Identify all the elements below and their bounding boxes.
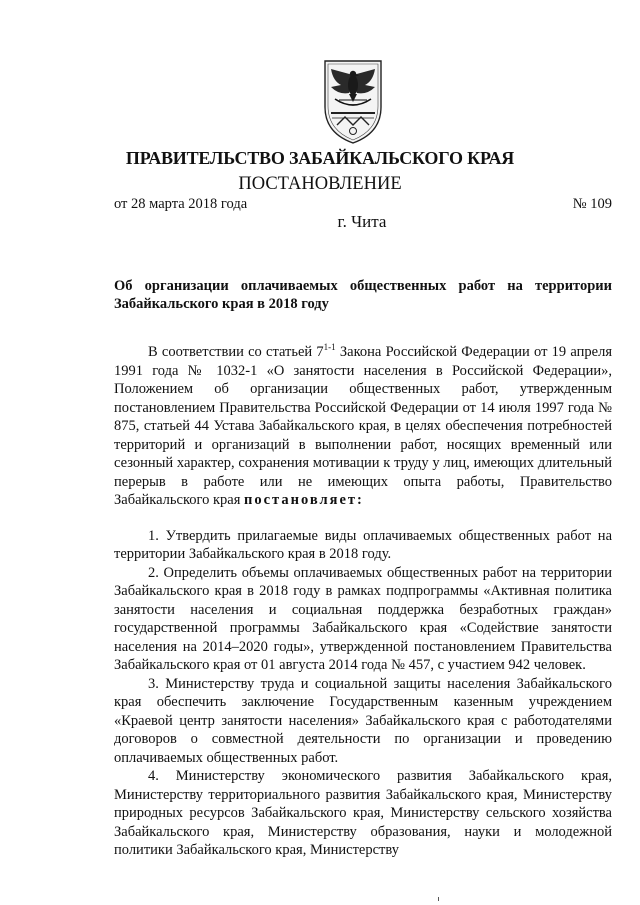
- item-paragraph-4: 4. Министерству экономического развития Забайкальского края, Министерству территориального развития Забайкальского края, Министерству природных ресурсов Забайкальского края, Министерству сельского хозяйства Забайкальского края, Министерству образования, науки и молодежной политики Забайкальского края, Министерству: [114, 768, 612, 858]
- article-superscript: 1-1: [323, 342, 336, 352]
- document-city: г. Чита: [337, 212, 387, 231]
- document-subject: Об организации оплачиваемых общественных работ на территории Забайкальского края в 2018 году: [114, 278, 612, 312]
- document-body: [114, 343, 612, 860]
- item-paragraph-3: 3. Министерству труда и социальной защиты населения Забайкальского края обеспечить заключение Государственным казенным учреждением «Краевой центр занятости населения» Забайкальского края с работодателями договоров о совместной деятельности по организации и проведению оплачиваемых общественных работ.: [114, 675, 612, 766]
- preamble-text-rest: Закона Российской Федерации от 19 апреля 1991 года № 1032-1 «О занятости населения в Российской Федерации», Положением об организации общественных работ, утвержденным постановлением Правительства Российской Федерации от 14 июля 1997 года № 875, статьей 44 Устава Забайкальского края, в целях обеспечения потребностей территорий и организаций в выполнении работ, носящих временный или сезонный характер, сохранения мотивации к труду у лиц, имеющих длительный перерыв в работе или не имеющих опыта работы, Правительство Забайкальского края: [114, 344, 612, 508]
- scan-speck: [438, 897, 439, 901]
- document-date: от 28 марта 2018 года: [114, 196, 248, 212]
- preamble-paragraph: [114, 343, 612, 510]
- coat-of-arms-icon: [319, 55, 387, 147]
- item-paragraph-2: 2. Определить объемы оплачиваемых общественных работ на территории Забайкальского края в 2018 году в рамках подпрограммы «Активная политика занятости населения и социальная поддержка безработных граждан» государственной программы Забайкальского края «Содействие занятости населения на 2014–2020 годы», утвержденной постановлением Правительства Забайкальского края от 01 августа 2014 года № 457, с участием 942 человек.: [114, 564, 612, 673]
- document-number: № 109: [572, 196, 612, 212]
- decree-word: постановляет:: [244, 492, 364, 508]
- item-paragraph-1: 1. Утвердить прилагаемые виды оплачиваемых общественных работ на территории Забайкальского края в 2018 году.: [114, 527, 612, 562]
- government-title: ПРАВИТЕЛЬСТВО ЗАБАЙКАЛЬСКОГО КРАЯ: [125, 148, 515, 168]
- document-type: ПОСТАНОВЛЕНИЕ: [238, 174, 402, 194]
- preamble-text-start: В соответствии со статьей 7: [148, 344, 324, 360]
